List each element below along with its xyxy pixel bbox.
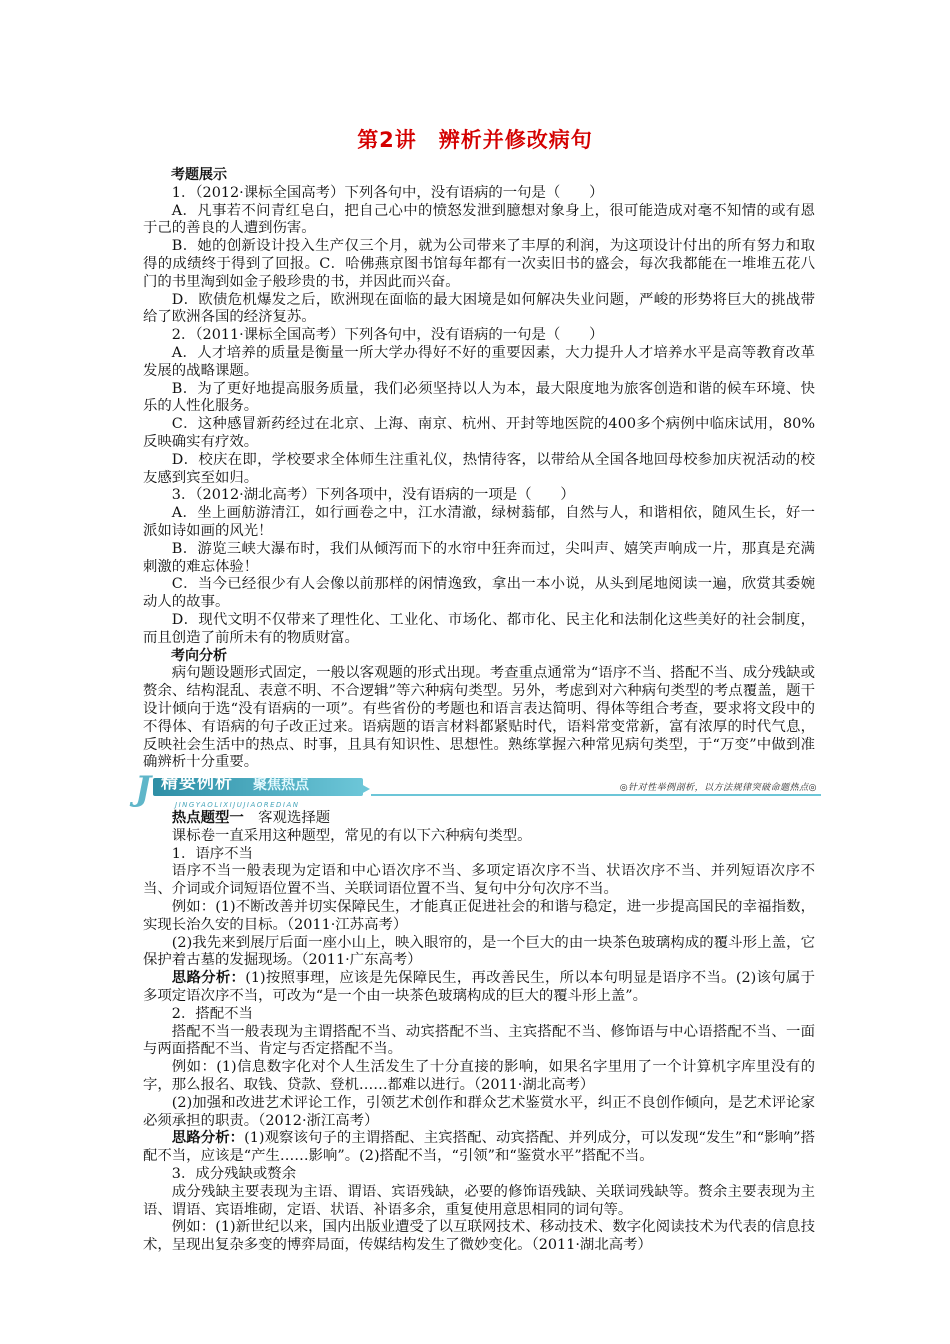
section-line: 3．成分残缺或赘余 — [171, 1166, 297, 1183]
section-line: 语序不当一般表现为定语和中心语次序不当、多项定语次序不当、状语次序不当、并列短语次序不当、介词或介词短语位置不当、关联词语位置不当、复句中分句次序不当。 — [143, 863, 815, 898]
banner-letter: J — [135, 769, 152, 810]
section-line: (2)加强和改进艺术评论工作，引领艺术创作和群众艺术鉴赏水平，纠正不良创作倾向，是艺术评论家必须承担的职责。（2012·浙江高考） — [143, 1094, 815, 1129]
section-line: 1．语序不当 — [171, 845, 253, 862]
question-line: C．当今已经很少有人会像以前那样的闲情逸致，拿出一本小说，从头到尾地阅读一遍，欣赏其委婉动人的故事。 — [143, 576, 815, 611]
question-line: A．人才培养的质量是衡量一所大学办得好不好的重要因素，大力提升人才培养水平是高等教育改革发展的战略课题。 — [143, 344, 815, 379]
question-line: 1．（2012·课标全国高考）下列各句中，没有语病的一句是（ ） — [171, 184, 604, 201]
section-line: (2)我先来到展厅后面一座小山上，映入眼帘的，是一个巨大的由一块茶色玻璃构成的覆斗形上盖，它保护着古墓的发掘现场。（2011·广东高考） — [143, 934, 815, 969]
question-line: D．校庆在即，学校要求全体师生注重礼仪，热情待客，以带给从全国各地回母校参加庆祝活动的校友感到宾至如归。 — [143, 451, 815, 486]
banner-sub: 聚焦热点 — [253, 777, 309, 794]
banner-tag: ◎针对性举例剖析，以方法规律突破命题热点◎ — [619, 783, 817, 794]
section-banner — [135, 769, 821, 810]
section-line: 例如：(1)不断改善并切实保障民生，才能真正促进社会的和谐与稳定，进一步提高国民的幸福指数，实现长治久安的目标。（2011·江苏高考） — [143, 899, 815, 933]
analysis-lead: 思路分析： — [171, 970, 246, 987]
section-line: 成分残缺主要表现为主语、谓语、宾语残缺，必要的修饰语残缺、关联词残缺等。赘余主要表现为主语、谓语、宾语堆砌，定语、状语、补语多余，重复使用意思相同的词句等。 — [143, 1183, 815, 1218]
section-line — [143, 1130, 815, 1166]
analysis-text: (1)按照事理，应该是先保障民生，再改善民生，所以本句明显是语序不当。(2)该句属于多项定语次序不当，可改为“是一个由一块茶色玻璃构成的巨大的覆斗形上盖”。 — [143, 970, 815, 1005]
section-line: 2．搭配不当 — [171, 1005, 253, 1022]
section-line — [143, 970, 815, 1006]
section-heading-analysis: 考向分析 — [171, 647, 227, 664]
hot-topic-title: 客观选择题 — [243, 810, 331, 827]
question-line: B．游览三峡大瀑布时，我们从倾泻而下的水帘中狂奔而过，尖叫声、嬉笑声响成一片，那真是充满刺激的难忘体验！ — [143, 540, 815, 575]
question-line: C．这种感冒新药经过在北京、上海、南京、杭州、开封等地医院的400多个病例中临床试用，80%反映确实有疗效。 — [143, 416, 815, 450]
question-line: D．现代文明不仅带来了理性化、工业化、市场化、都市化、民主化和法制化这些美好的社会制度，而且创造了前所未有的物质财富。 — [143, 611, 815, 646]
banner-arrow-icon — [361, 784, 370, 794]
section-heading-exam: 考题展示 — [171, 167, 227, 183]
banner-main: 精要例析 — [161, 773, 233, 794]
hot-topic-intro: 课标卷一直采用这种题型，常见的有以下六种病句类型。 — [171, 827, 532, 844]
hot-topic-label: 热点题型一 — [171, 810, 244, 827]
section-line: 例如：(1)新世纪以来，国内出版业遭受了以互联网技术、移动技术、数字化阅读技术为代表的信息技术，呈现出复杂多变的博弈局面，传媒结构发生了微妙变化。（2011·湖北高考） — [143, 1219, 815, 1254]
question-line: B．为了更好地提高服务质量，我们必须坚持以人为本，最大限度地为旅客创造和谐的候车环境、快乐的人性化服务。 — [143, 380, 815, 415]
question-line: A．凡事若不问青红皂白，把自己心中的愤怒发泄到臆想对象身上，很可能造成对毫不知情的或有恩于己的善良的人遭到伤害。 — [143, 202, 815, 237]
question-line: D．欧债危机爆发之后，欧洲现在面临的最大困境是如何解决失业问题，严峻的形势将巨大的挑战带给了欧洲各国的经济复苏。 — [143, 291, 815, 326]
question-line: 2．（2011·课标全国高考）下列各句中，没有语病的一句是（ ） — [171, 327, 604, 344]
document-body — [135, 167, 817, 1255]
section-line: 搭配不当一般表现为主谓搭配不当、动宾搭配不当、主宾搭配不当、修饰语与中心语搭配不当、一面与两面搭配不当、肯定与否定搭配不当。 — [143, 1023, 815, 1058]
analysis-paragraph: 病句题设题形式固定，一般以客观题的形式出现。考查重点通常为“语序不当、搭配不当、成分残缺或赘余、结构混乱、表意不明、不合逻辑”等六种病句类型。另外，考虑到对六种病句类型的考点覆盖，题干设计倾向于选“没有语病的一项”。有些省份的考题也和语言表达简明、得体等组合考查，要求将文段中的不得体、有语病的句子改正过来。语病题的语言材料都紧贴时代，语料常变常新，富有浓厚的时代气息，反映社会生活中的热点、时事，且具有知识性、思想性。熟练掌握六种常见病句类型，于“万变”中做到准确辨析十分重要。 — [143, 665, 815, 771]
analysis-lead: 思路分析： — [171, 1130, 245, 1147]
question-line: 3．（2012·湖北高考）下列各项中，没有语病的一项是（ ） — [171, 487, 575, 504]
error-type-list — [143, 846, 815, 1255]
exam-questions — [143, 185, 815, 648]
page-title: 第2讲 辨析并修改病句 — [357, 128, 593, 152]
section-line: 例如：(1)信息数字化对个人生活发生了十分直接的影响，如果名字里用了一个计算机字库里没有的字，那么报名、取钱、贷款、登机……都难以进行。（2011·湖北高考） — [143, 1059, 815, 1094]
question-line: B．她的创新设计投入生产仅三个月，就为公司带来了丰厚的利润，为这项设计付出的所有努力和取得的成绩终于得到了回报。C．哈佛燕京图书馆每年都有一次卖旧书的盛会，每次我都能在一堆堆五花八门的书里淘到如金子般珍贵的书，并因此而兴奋。 — [143, 238, 815, 290]
question-line: A．坐上画舫游清江，如行画卷之中，江水清澈，绿树蓊郁，自然与人，和谐相依，随风生长，好一派如诗如画的风光！ — [143, 505, 815, 539]
banner-pinyin: JINGYAOLIXIJUJIAOREDIAN — [175, 801, 300, 810]
analysis-text: (1)观察该句子的主谓搭配、主宾搭配、动宾搭配、并列成分，可以发现“发生”和“影响”搭配不当，应该是“产生……影响”。(2)搭配不当，“引领”和“鉴赏水平”搭配不当。 — [143, 1130, 815, 1165]
